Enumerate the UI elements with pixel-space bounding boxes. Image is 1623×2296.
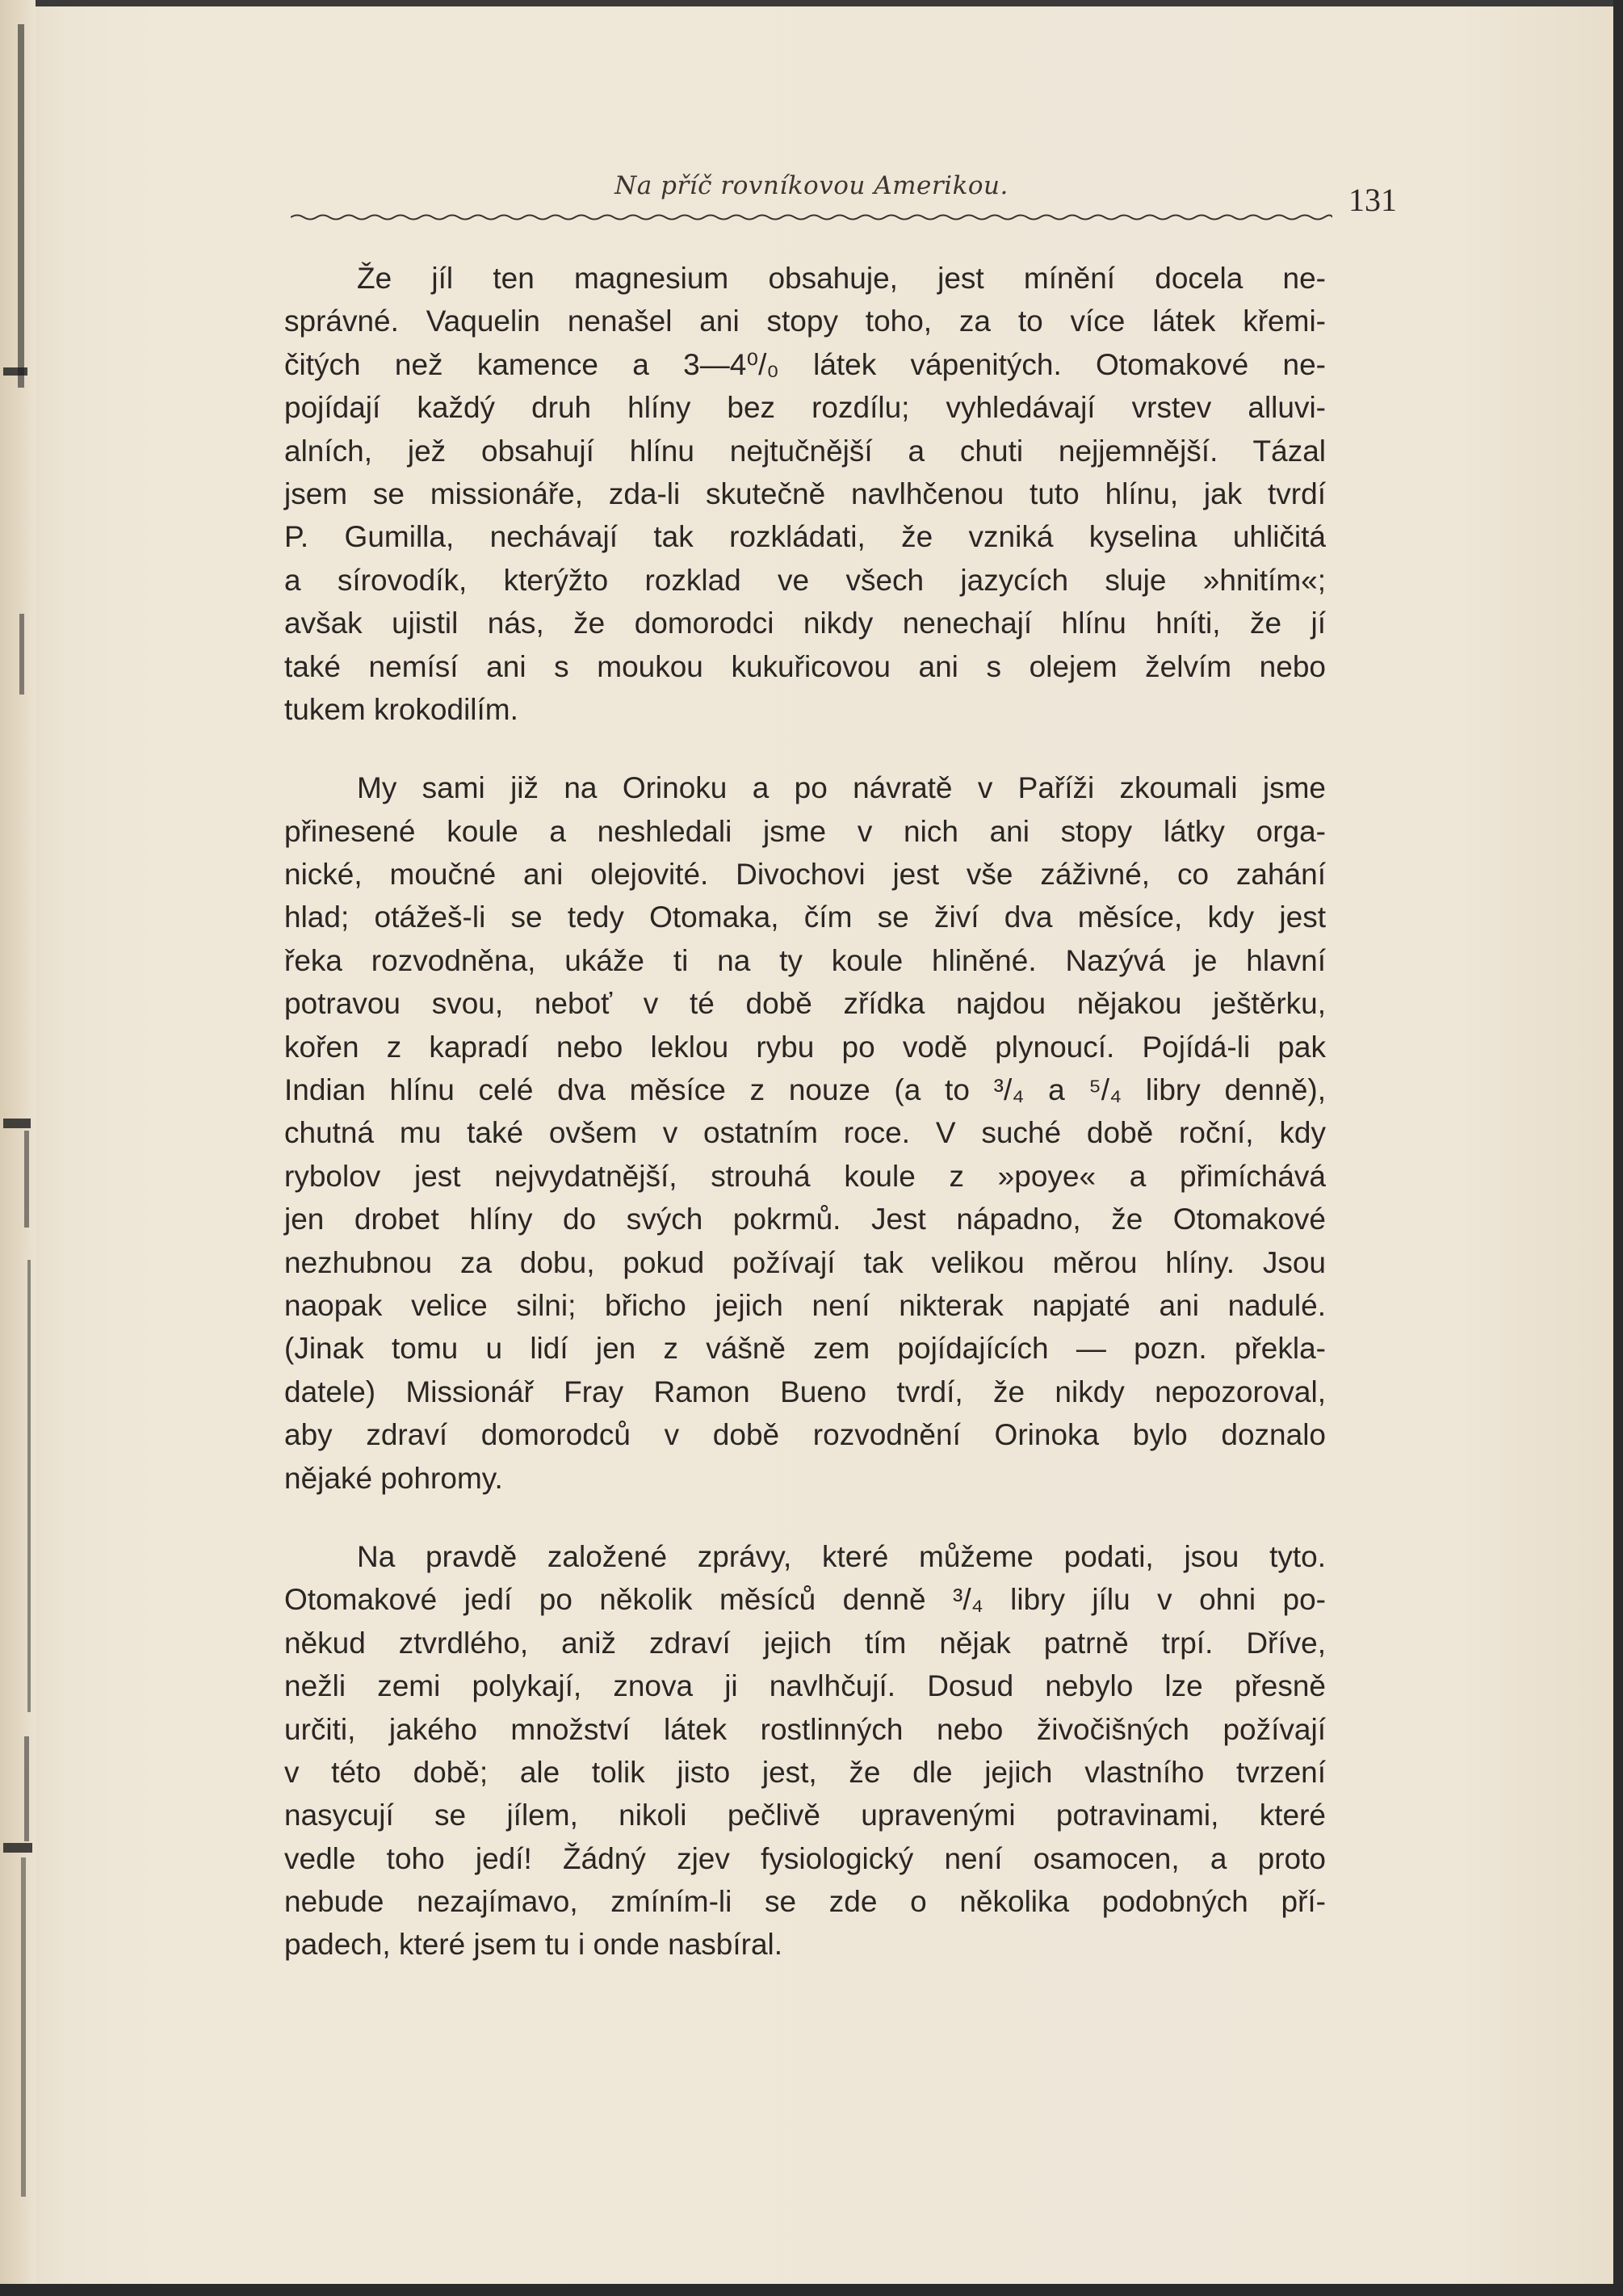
text-line: chutná mu také ovšem v ostatním roce. V suché době roční, kdy <box>284 1116 1326 1150</box>
text-line: určiti, jakého množství látek rostlinných nebo živočišných požívají <box>284 1712 1326 1746</box>
text-line: Indian hlínu celé dva měsíce z nouze (a to ³/₄ a ⁵/₄ libry denně), <box>284 1073 1326 1107</box>
text-line: tukem krokodilím. <box>284 692 518 726</box>
binding-thread-mark <box>27 1260 31 1712</box>
text-line: čitých než kamence a 3—4⁰/₀ látek vápenitých. Otomakové ne- <box>284 347 1326 381</box>
book-binding-edge <box>0 0 36 2296</box>
text-line: datele) Missionář Fray Ramon Bueno tvrdí, že nikdy nepozoroval, <box>284 1375 1326 1408</box>
running-title: Na příč rovníkovou Amerikou. <box>614 171 1009 200</box>
text-line: My sami již na Orinoku a po návratě v Paříži zkoumali jsme <box>357 771 1326 805</box>
text-line: také nemísí ani s moukou kukuřicovou ani s olejem želvím nebo <box>284 649 1326 683</box>
text-line: Otomakové jedí po několik měsíců denně ³/₄ libry jílu v ohni po- <box>284 1583 1326 1617</box>
binding-thread-mark <box>3 1843 32 1853</box>
text-line: a sírovodík, kterýžto rozklad ve všech jazycích sluje »hnitím«; <box>284 563 1326 597</box>
binding-thread-mark <box>19 614 24 695</box>
text-line: Že jíl ten magnesium obsahuje, jest mínění docela ne- <box>357 262 1326 295</box>
paragraph-3 <box>284 1535 1326 1967</box>
wavy-rule-line <box>291 216 1332 220</box>
binding-thread-mark <box>3 1119 31 1128</box>
paragraph-1 <box>284 257 1326 731</box>
text-line: rybolov jest nejvydatnější, strouhá koule z »poye« a přimíchává <box>284 1159 1326 1193</box>
text-line: jsem se missionáře, zda-li skutečně navlhčenou tuto hlínu, jak tvrdí <box>284 476 1326 510</box>
text-line: někud ztvrdlého, aniž zdraví jejich tím nějak patrně trpí. Dříve, <box>284 1626 1326 1660</box>
text-line: vedle toho jedí! Žádný zjev fysiologický není osamocen, a proto <box>284 1841 1326 1875</box>
text-line: řeka rozvodněna, ukáže ti na ty koule hliněné. Nazývá je hlavní <box>284 943 1326 977</box>
text-line: avšak ujistil nás, že domorodci nikdy nenechají hlínu hníti, že jí <box>284 607 1326 640</box>
text-line: přinesené koule a neshledali jsme v nich ani stopy látky orga- <box>284 814 1326 848</box>
text-line: (Jinak tomu u lidí jen z vášně zem pojídajících — pozn. překla- <box>284 1332 1326 1366</box>
text-line: nezhubnou za dobu, pokud požívají tak velikou měrou hlíny. Jsou <box>284 1245 1326 1279</box>
text-line: hlad; otážeš-li se tedy Otomaka, čím se živí dva měsíce, kdy jest <box>284 900 1326 934</box>
paragraph-2 <box>284 766 1326 1500</box>
text-line: Na pravdě založené zprávy, které můžeme podati, jsou tyto. <box>357 1539 1326 1573</box>
text-line: alních, jež obsahují hlínu nejtučnější a chuti nejjemnější. Tázal <box>284 434 1326 468</box>
text-line: P. Gumilla, nechávají tak rozkládati, že vzniká kyselina uhličitá <box>284 520 1326 554</box>
text-line: nické, moučné ani olejovité. Divochovi jest vše záživné, co zahání <box>284 858 1326 892</box>
text-line: padech, které jsem tu i onde nasbíral. <box>284 1928 783 1962</box>
scan-top-border <box>0 0 1623 6</box>
text-line: nebude nezajímavo, zmíním-li se zde o několika podobných pří- <box>284 1885 1326 1919</box>
text-line: potravou svou, neboť v té době zřídka najdou nějakou ještěrku, <box>284 987 1326 1021</box>
text-line: v této době; ale tolik jisto jest, že dle jejich vlastního tvrzení <box>284 1755 1326 1789</box>
text-line: správné. Vaquelin nenašel ani stopy toho, za to více látek křemi- <box>284 304 1326 338</box>
binding-thread-mark <box>18 24 24 388</box>
body-text <box>284 257 1326 2002</box>
binding-thread-mark <box>24 1131 29 1228</box>
binding-thread-mark <box>3 367 27 376</box>
text-line: kořen z kapradí nebo leklou rybu po vodě plynoucí. Pojídá-li pak <box>284 1030 1326 1064</box>
text-line: naopak velice silni; břicho jejich není nikterak napjaté ani nadulé. <box>284 1288 1326 1322</box>
binding-thread-mark <box>24 1736 29 1841</box>
scan-bottom-border <box>0 2284 1623 2296</box>
text-line: aby zdraví domorodců v době rozvodnění Orinoka bylo doznalo <box>284 1418 1326 1452</box>
scan-right-border <box>1613 0 1623 2296</box>
text-line: nežli zemi polykají, znova ji navlhčují. Dosud nebylo lze přesně <box>284 1669 1326 1703</box>
text-line: pojídají každý druh hlíny bez rozdílu; vyhledávají vrstev alluvi- <box>284 391 1326 425</box>
wavy-header-rule <box>291 212 1332 223</box>
text-line: nějaké pohromy. <box>284 1461 503 1495</box>
text-line: nasycují se jílem, nikoli pečlivě upravenými potravinami, které <box>284 1799 1326 1832</box>
text-line: jen drobet hlíny do svých pokrmů. Jest nápadno, že Otomakové <box>284 1203 1326 1236</box>
page-number: 131 <box>1348 182 1397 218</box>
binding-thread-mark <box>21 1857 26 2197</box>
